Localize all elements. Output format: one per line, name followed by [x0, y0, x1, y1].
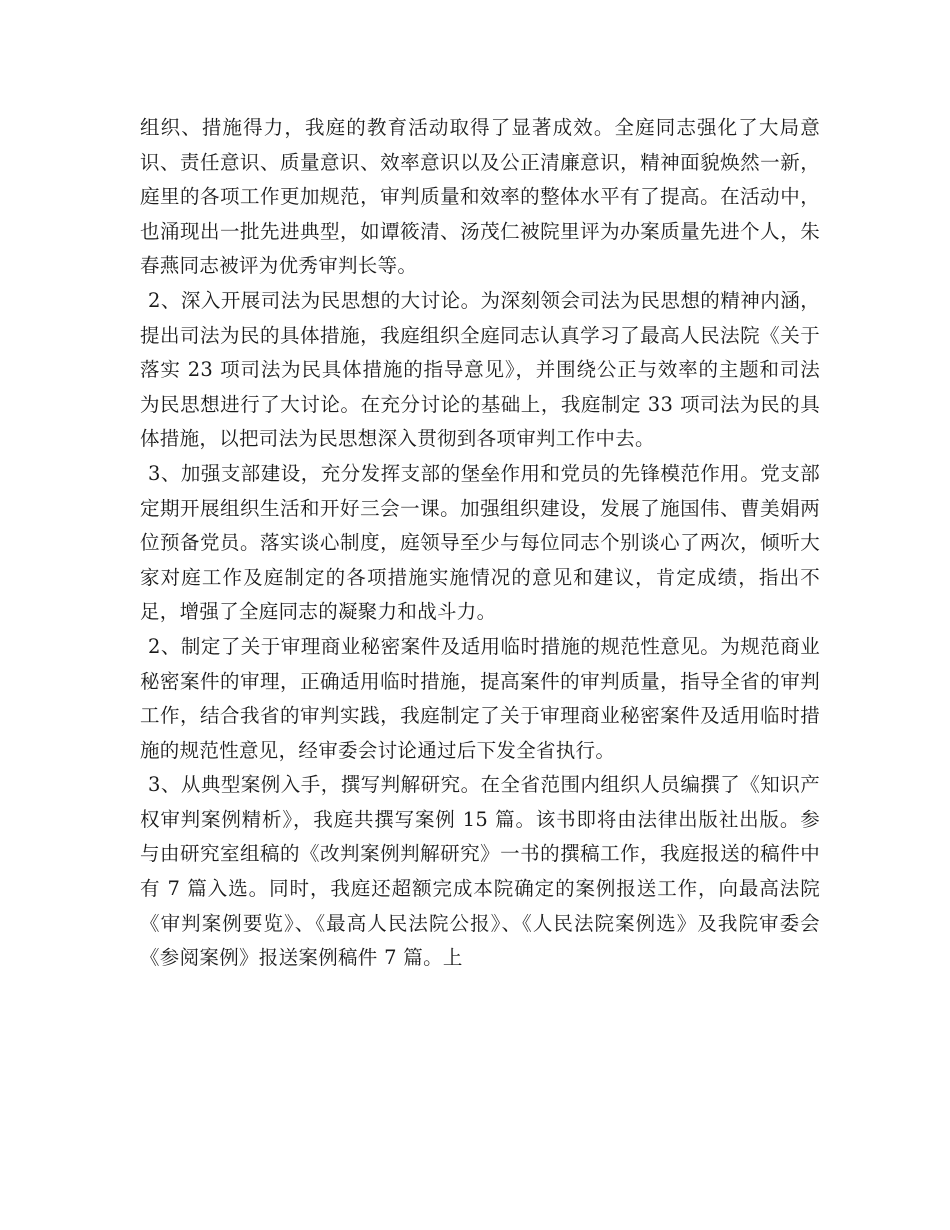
- paragraph-education-results: 组织、措施得力，我庭的教育活动取得了显著成效。全庭同志强化了大局意识、责任意识、质量意识、效率意识以及公正清廉意识，精神面貌焕然一新，庭里的各项工作更加规范，审判质量和效率的整体水平有了提高。在活动中，也涌现出一批先进典型，如谭筱清、汤茂仁被院里评为办案质量先进个人，朱春燕同志被评为优秀审判长等。: [140, 116, 820, 278]
- paragraph-justice-discussion: 2、深入开展司法为民思想的大讨论。为深刻领会司法为民思想的精神内涵，提出司法为民的具体措施，我庭组织全庭同志认真学习了最高人民法院《关于落实 23 项司法为民具体措施的指导意见》，并围绕公正与效率的主题和司法为民思想进行了大讨论。在充分讨论的基础上，我庭制定 33 项司法为民的具体措施，以把司法为民思想深入贯彻到各项审判工作中去。: [140, 288, 820, 451]
- paragraph-case-research: 3、从典型案例入手，撰写判解研究。在全省范围内组织人员编撰了《知识产权审判案例精析》，我庭共撰写案例 15 篇。该书即将由法律出版社出版。参与由研究室组稿的《改判案例判解研究》一书的撰稿工作，我庭报送的稿件中有 7 篇入选。同时，我庭还超额完成本院确定的案例报送工作，向最高法院《审判案例要览》、《最高人民法院公报》、《人民法院案例选》及我院审委会《参阅案例》报送案例稿件 7 篇。上: [140, 773, 820, 970]
- document-body: [140, 111, 820, 976]
- paragraph-party-branch: 3、加强支部建设，充分发挥支部的堡垒作用和党员的先锋模范作用。党支部定期开展组织生活和开好三会一课。加强组织建设，发展了施国伟、曹美娟两位预备党员。落实谈心制度，庭领导至少与每位同志个别谈心了两次，倾听大家对庭工作及庭制定的各项措施实施情况的意见和建议，肯定成绩，指出不足，增强了全庭同志的凝聚力和战斗力。: [140, 461, 820, 624]
- paragraph-trade-secret-guidelines: 2、制定了关于审理商业秘密案件及适用临时措施的规范性意见。为规范商业秘密案件的审理，正确适用临时措施，提高案件的审判质量，指导全省的审判工作，结合我省的审判实践，我庭制定了关于审理商业秘密案件及适用临时措施的规范性意见，经审委会讨论通过后下发全省执行。: [140, 634, 820, 762]
